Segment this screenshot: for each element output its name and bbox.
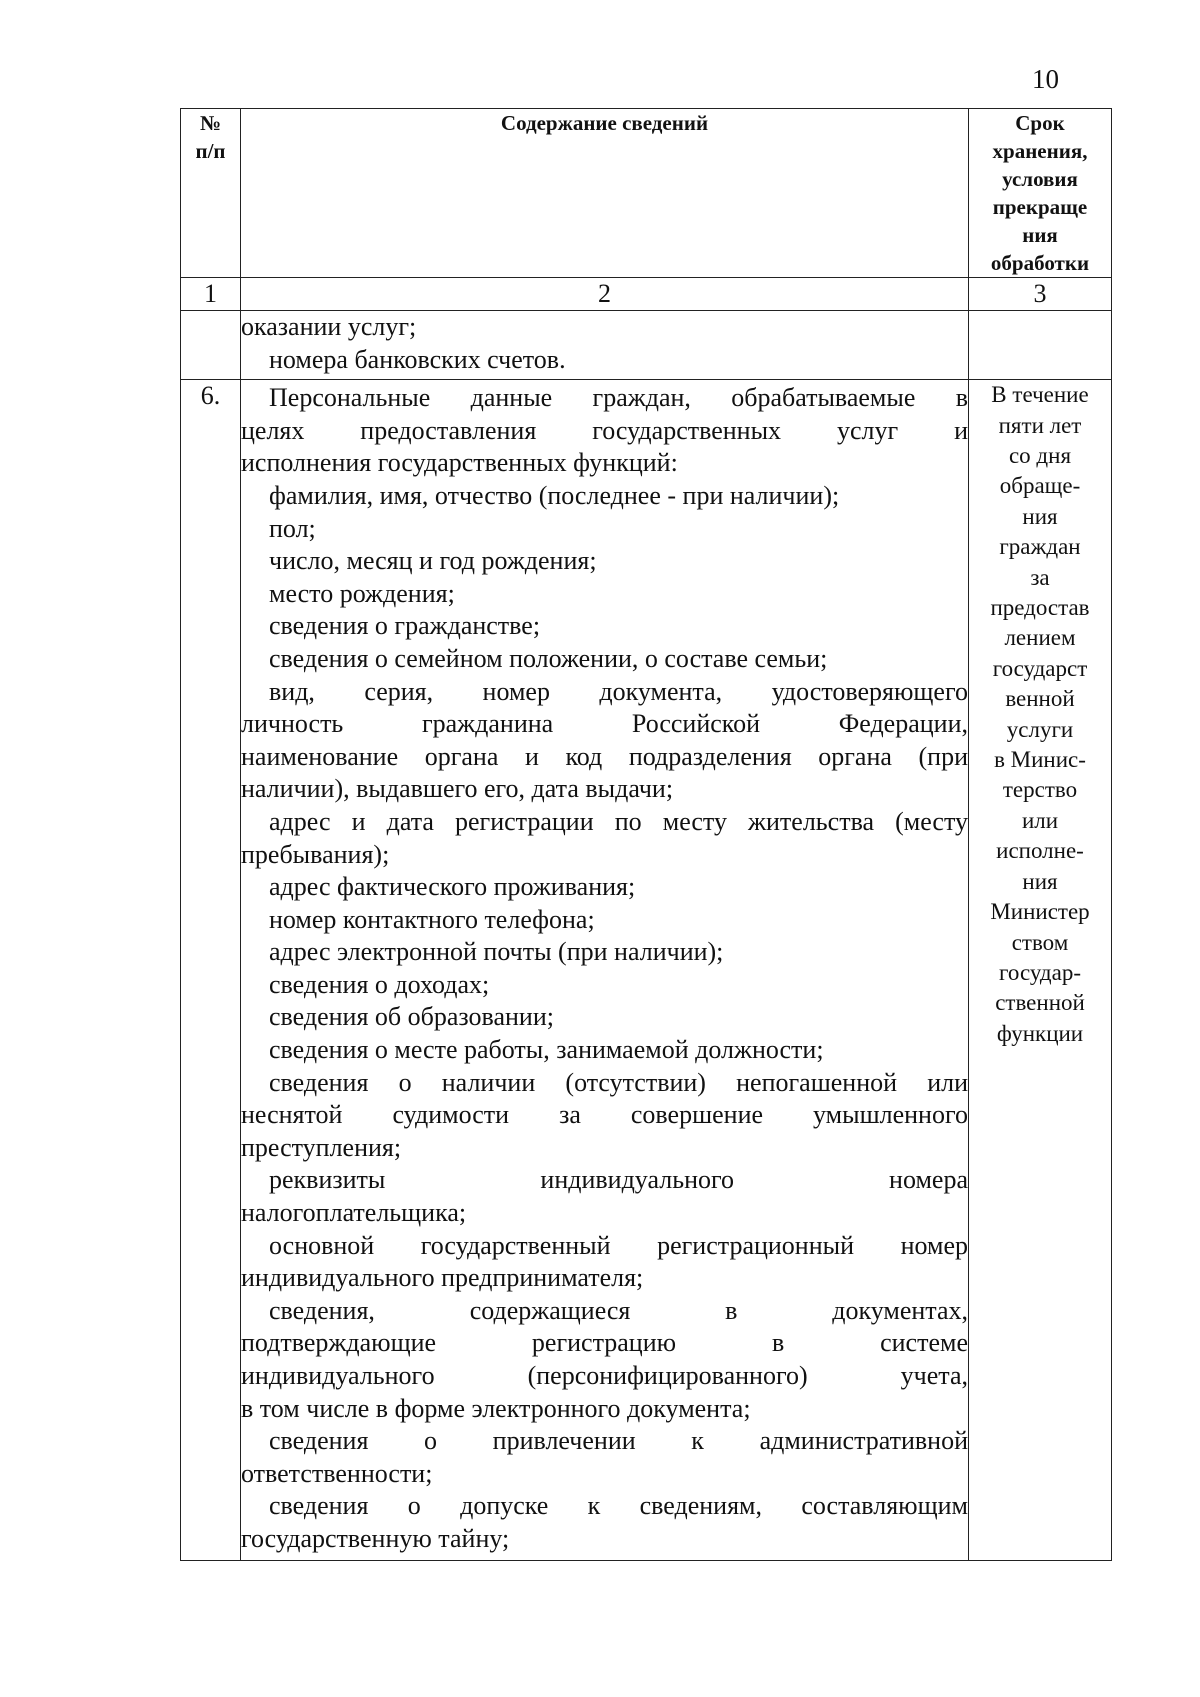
header-content: Содержание сведений — [241, 109, 969, 278]
content-line: фамилия, имя, отчество (последнее - при наличии); — [269, 480, 840, 510]
content-line: ответственности; — [241, 1458, 433, 1488]
content-line: место рождения; — [269, 578, 455, 608]
content-line: наличии), выдавшего его, дата выдачи; — [241, 774, 674, 804]
term-line: услуги — [1006, 716, 1074, 742]
row-number: 6. — [181, 380, 241, 1560]
content-line: сведения об образовании; — [269, 1002, 554, 1032]
content-line: личность гражданина Российской Федерации, — [241, 709, 968, 739]
content-line: преступления; — [241, 1132, 402, 1162]
data-table — [180, 108, 1112, 1561]
content-line: сведения о допуске к сведениям, составляющим — [269, 1491, 968, 1521]
term-line: граждан — [999, 534, 1081, 560]
term-line: пяти лет — [998, 412, 1082, 438]
continuation-num-cell — [181, 311, 241, 380]
term-line: за — [1030, 564, 1050, 590]
term-line: венной — [1005, 686, 1075, 712]
content-line: целях предоставления государственных услуг и — [241, 415, 968, 445]
header-term: Срок хранения, условия прекраще ния обработки — [969, 109, 1112, 278]
continuation-row — [181, 311, 1112, 380]
term-line: функции — [996, 1020, 1084, 1046]
content-line: адрес и дата регистрации по месту жительства (месту — [269, 806, 968, 836]
content-line: адрес фактического проживания; — [269, 872, 636, 902]
content-line: в том числе в форме электронного документа; — [241, 1393, 751, 1423]
term-line: ственной — [995, 990, 1085, 1016]
content-line: сведения о семейном положении, о составе семьи; — [269, 643, 828, 673]
content-line: сведения, содержащиеся в документах, — [269, 1295, 968, 1325]
term-line: В течение — [991, 382, 1089, 408]
content-line: вид, серия, номер документа, удостоверяющего — [269, 676, 968, 706]
content-line: индивидуального (персонифицированного) учета, — [241, 1361, 968, 1390]
term-line: со дня — [1008, 443, 1072, 468]
content-line: подтверждающие регистрацию в системе — [241, 1328, 968, 1358]
term-line: государ- — [999, 959, 1081, 985]
row-content — [241, 380, 969, 1560]
term-line: лением — [1004, 625, 1076, 651]
content-line: номер контактного телефона; — [269, 904, 595, 934]
continuation-content: оказании услуг; номера банковских счетов. — [241, 311, 969, 380]
content-line: адрес электронной почты (при наличии); — [269, 937, 724, 967]
content-line: исполнения государственных функций: — [241, 448, 678, 478]
content-line: число, месяц и год рождения; — [269, 546, 597, 576]
column-number: 2 — [241, 278, 969, 311]
term-line: Министер — [990, 899, 1090, 925]
term-line: исполне- — [996, 838, 1084, 864]
content-line: сведения о доходах; — [269, 969, 490, 999]
term-line: обраще- — [999, 473, 1081, 499]
content-line: Персональные данные граждан, обрабатываемые в — [269, 383, 968, 413]
term-line: в Минис- — [994, 747, 1086, 773]
content-line: пол; — [269, 513, 316, 543]
content-line: сведения о гражданстве; — [269, 611, 541, 641]
row-term — [969, 380, 1112, 1560]
term-line: терство — [1002, 777, 1078, 803]
term-line: ния — [1022, 503, 1058, 529]
content-line: основной государственный регистрационный номер — [269, 1230, 968, 1260]
content-line: сведения о наличии (отсутствии) непогашенной или — [269, 1067, 968, 1097]
header-num: № п/п — [181, 109, 241, 278]
content-line: пребывания); — [241, 839, 390, 869]
term-line: ством — [1011, 929, 1069, 955]
column-number-row — [181, 278, 1112, 311]
page-number: 10 — [1032, 64, 1059, 94]
content-line: налогоплательщика; — [241, 1198, 467, 1228]
content-line: государственную тайну; — [241, 1523, 510, 1553]
continuation-term-cell — [969, 311, 1112, 380]
content-line: сведения о привлечении к административной — [269, 1426, 968, 1456]
content-line: неснятой судимости за совершение умышленного — [241, 1100, 968, 1130]
term-line: государст — [992, 655, 1088, 681]
header-row — [181, 109, 1112, 278]
content-line: наименование органа и код подразделения органа (при — [241, 741, 968, 771]
content-line: реквизиты индивидуального номера — [269, 1165, 968, 1195]
column-number: 3 — [969, 278, 1112, 311]
content-line: сведения о месте работы, занимаемой должности; — [269, 1035, 824, 1065]
column-number: 1 — [181, 278, 241, 311]
term-line: предостав — [990, 595, 1090, 621]
term-line: или — [1021, 807, 1059, 833]
table-row-6 — [181, 380, 1112, 1560]
term-line: ния — [1022, 868, 1058, 894]
content-line: индивидуального предпринимателя; — [241, 1263, 644, 1293]
